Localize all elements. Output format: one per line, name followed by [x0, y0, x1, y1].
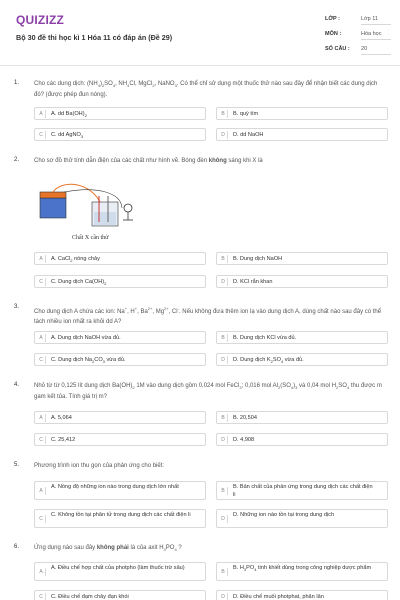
option-text: B. Dung dịch NaOH [233, 256, 283, 262]
option-text: A. Điều chế hợp chất của photpho (làm thuốc trừ sâu) [51, 565, 185, 571]
q1-option-b[interactable] [216, 107, 388, 120]
quizizz-logo: QUIZIZZ [16, 13, 65, 27]
q3-option-a[interactable] [34, 331, 206, 344]
option-letter: C [37, 436, 46, 444]
option-text: C. Dung dịch $Na_2CO_3$ vừa đủ. [51, 357, 126, 365]
q4-option-d[interactable] [216, 433, 388, 446]
q1-option-d[interactable] [216, 128, 388, 141]
question-text: Cho sơ đồ thử tính dẫn điện của các chất như hình vẽ. Bóng đèn không sáng khi X là [34, 158, 263, 164]
q5-option-d[interactable] [216, 509, 388, 528]
option-text: D. dd NaOH [233, 132, 264, 138]
option-letter: C [37, 515, 46, 523]
meta-subject-value: Hóa học [361, 31, 391, 40]
option-letter: C [37, 278, 46, 286]
option-text: B. $H_3PO_4$ tinh khiết dùng trong công nghiệp dược phẩm [233, 565, 372, 573]
option-letter: C [37, 356, 46, 364]
option-text: A. CaCl$_2$ nóng chảy [51, 256, 100, 264]
q3-option-d[interactable] [216, 353, 388, 366]
q2-option-a[interactable] [34, 252, 206, 265]
light-bulb-icon [124, 204, 132, 212]
q4-option-a[interactable] [34, 411, 206, 424]
q6-option-b[interactable] [216, 562, 388, 581]
q1-option-c[interactable] [34, 128, 206, 141]
question-text: Cho các dung dịch: $(NH_4)_2SO_4$, $NH_4Cl$, MgCl$_2$, NaNO$_3$. Có thể chỉ sử dụng một thuốc thử nào sau đây để nhận biết các dung dịch đó? (được phép đun nóng). [34, 81, 378, 98]
q2-option-b[interactable] [216, 252, 388, 265]
option-text: C. Dung dịch $Ca(OH)_2$ [51, 279, 107, 287]
option-letter: B [219, 110, 228, 118]
meta-class-key: LỚP : [325, 16, 340, 22]
option-letter: D [219, 131, 228, 139]
solution-icon [94, 212, 116, 225]
option-letter: D [219, 436, 228, 444]
q2-option-d[interactable] [216, 275, 388, 288]
q5-option-a[interactable] [34, 481, 206, 500]
option-text: D. 4,908 [233, 437, 255, 443]
option-letter: D [219, 278, 228, 286]
document-header [0, 0, 400, 66]
option-text: C. 25,412 [51, 437, 76, 443]
option-text: D. Điều chế muối photphat, phân lân [233, 594, 324, 600]
option-letter: B [219, 487, 228, 495]
q5-option-c[interactable] [34, 509, 206, 528]
option-text: D. Những ion nào tồn tại trong dung dịch [233, 512, 335, 518]
question-number: 1. [14, 80, 20, 86]
option-text: A. Nồng độ những ion nào trong dung dịch lớn nhất [51, 484, 179, 490]
option-letter: A [37, 334, 46, 342]
option-letter: B [219, 255, 228, 263]
q1-option-a[interactable] [34, 107, 206, 120]
option-letter: C [37, 131, 46, 139]
question-number: 2. [14, 157, 20, 163]
option-letter: B [219, 334, 228, 342]
meta-class-value: Lớp 11 [361, 16, 391, 25]
option-letter: A [37, 255, 46, 263]
option-letter: A [37, 414, 46, 422]
option-letter: A [37, 110, 46, 118]
option-text: B. quỳ tím [233, 111, 259, 117]
option-text: B. Dung dịch KCl vừa đủ. [233, 335, 297, 341]
option-letter: B [219, 414, 228, 422]
q3-option-c[interactable] [34, 353, 206, 366]
option-letter: A [37, 487, 46, 495]
q6-option-d[interactable] [216, 590, 388, 600]
option-letter: D [219, 515, 228, 523]
option-text: D. KCl rắn khan [233, 279, 273, 285]
q5-option-b[interactable] [216, 481, 388, 500]
q4-option-c[interactable] [34, 433, 206, 446]
conductivity-apparatus-figure [36, 178, 146, 240]
question-text: Phương trình ion thu gọn của phản ứng cho biết: [34, 463, 165, 469]
option-letter: C [37, 593, 46, 600]
q6-option-c[interactable] [34, 590, 206, 600]
q3-option-b[interactable] [216, 331, 388, 344]
battery-top-icon [40, 192, 66, 198]
q6-option-a[interactable] [34, 562, 206, 581]
document-title: Bộ 30 đề thi học kì 1 Hóa 11 có đáp án (Đề 29) [16, 33, 173, 42]
question-number: 5. [14, 462, 20, 468]
q2-option-c[interactable] [34, 275, 206, 288]
option-text: C. Điều chế đạm chảy đạn khói [51, 594, 129, 600]
option-letter: D [219, 356, 228, 364]
meta-count-key: SỐ CÂU : [325, 46, 350, 52]
question-number: 4. [14, 382, 20, 388]
option-text: A. 5,064 [51, 415, 72, 421]
option-text: A. dd $Ba(OH)_2$ [51, 111, 87, 119]
battery-icon [40, 198, 66, 218]
option-letter: A [37, 568, 46, 576]
option-text: C. dd AgNO$_3$ [51, 132, 84, 140]
option-letter: B [219, 568, 228, 576]
question-number: 6. [14, 544, 20, 550]
option-letter: D [219, 593, 228, 600]
question-number: 3. [14, 304, 20, 310]
meta-subject-key: MÔN : [325, 31, 342, 37]
option-text: B. 20,504 [233, 415, 257, 421]
option-text: D. Dung dịch $K_2SO_4$ vừa đủ. [233, 357, 304, 365]
question-text: Cho dung dịch A chứa các ion: Na+, H+, $Ba^{2+}$, $Mg^{2+}$, Cl-. Nếu không đưa thêm ion lạ vào dung dịch A, dùng chất nào sau đây có thể tách nhiều ion nhất ra khỏi dd A? [34, 306, 382, 325]
option-text: A. Dung dịch NaOH vừa đủ. [51, 335, 121, 341]
q4-option-b[interactable] [216, 411, 388, 424]
option-text: B. Bản chất của phản ứng trong dung dịch các chất điện li [233, 484, 373, 498]
question-text: Nhỏ từ từ 0,125 lít dung dịch $Ba(OH)_2$ 1M vào dung dịch gồm 0,024 mol FeCl$_3$; 0,016 mol $Al_2(SO_4)_3$ và 0,04 mol $H_2SO_4$ thu được m gam kết tủa. Tính giá trị m? [34, 383, 382, 400]
option-text: C. Không tồn tại phân tử trong dung dịch các chất điện li [51, 512, 191, 518]
figure-caption: Chất X cần thử [72, 235, 109, 241]
meta-count-value: 20 [361, 46, 391, 55]
question-text: Ứng dụng nào sau đây không phải là của axit $H_3PO_4$ ? [34, 545, 182, 553]
